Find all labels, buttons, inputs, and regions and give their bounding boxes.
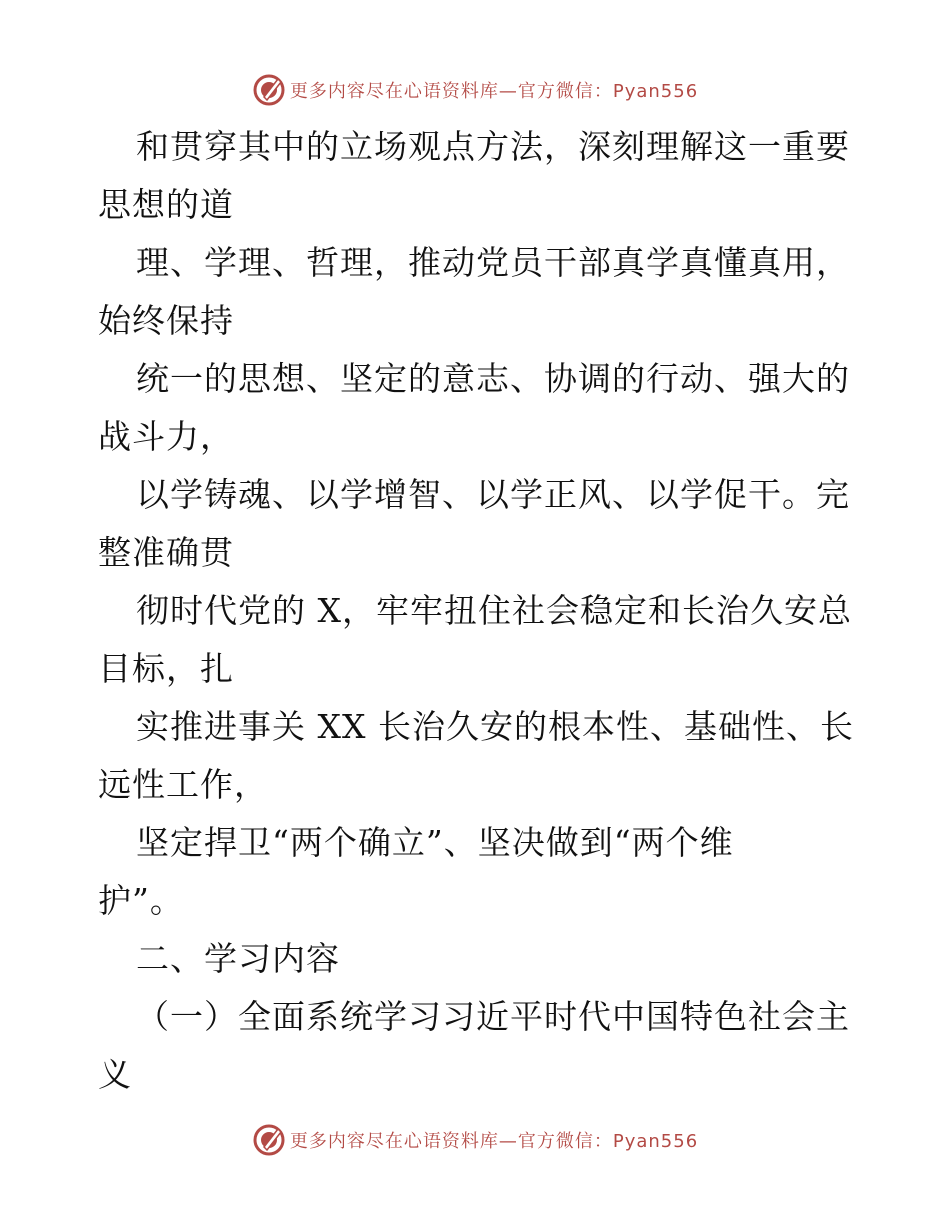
text-line: 远性工作，	[98, 765, 268, 804]
text-line: 护”。	[98, 881, 184, 920]
text-line: 义	[98, 1055, 132, 1094]
header-banner-text: 更多内容尽在心语资料库—官方微信：Pyan556	[289, 81, 699, 102]
section-heading: 二、学习内容	[136, 939, 340, 978]
text-line: 目标，扎	[98, 649, 234, 688]
text-line: 理、学理、哲理，推动党员干部真学真懂真用，	[136, 243, 850, 282]
text-line: 坚定捍卫“两个确立”、坚决做到“两个维	[136, 823, 734, 862]
subsection-heading: （一）全面系统学习习近平时代中国特色社会主	[136, 997, 850, 1036]
page-header-banner	[0, 70, 950, 110]
text-line: 彻时代党的 X，牢牢扭住社会稳定和长治久安总	[136, 591, 852, 630]
pen-circle-logo-icon	[252, 1123, 286, 1157]
text-line: 统一的思想、坚定的意志、协调的行动、强大的	[136, 359, 850, 398]
text-line: 和贯穿其中的立场观点方法，深刻理解这一重要	[136, 127, 850, 166]
text-line: 实推进事关 XX 长治久安的根本性、基础性、长	[136, 707, 854, 746]
text-line: 整准确贯	[98, 533, 234, 572]
text-line: 始终保持	[98, 301, 234, 340]
text-line: 思想的道	[98, 185, 234, 224]
page-footer-banner	[0, 1120, 950, 1160]
text-line: 战斗力，	[98, 417, 234, 456]
pen-circle-logo-icon	[252, 73, 286, 107]
footer-banner-text: 更多内容尽在心语资料库—官方微信：Pyan556	[289, 1131, 699, 1152]
text-line: 以学铸魂、以学增智、以学正风、以学促干。完	[136, 475, 850, 514]
document-body	[98, 118, 858, 1104]
